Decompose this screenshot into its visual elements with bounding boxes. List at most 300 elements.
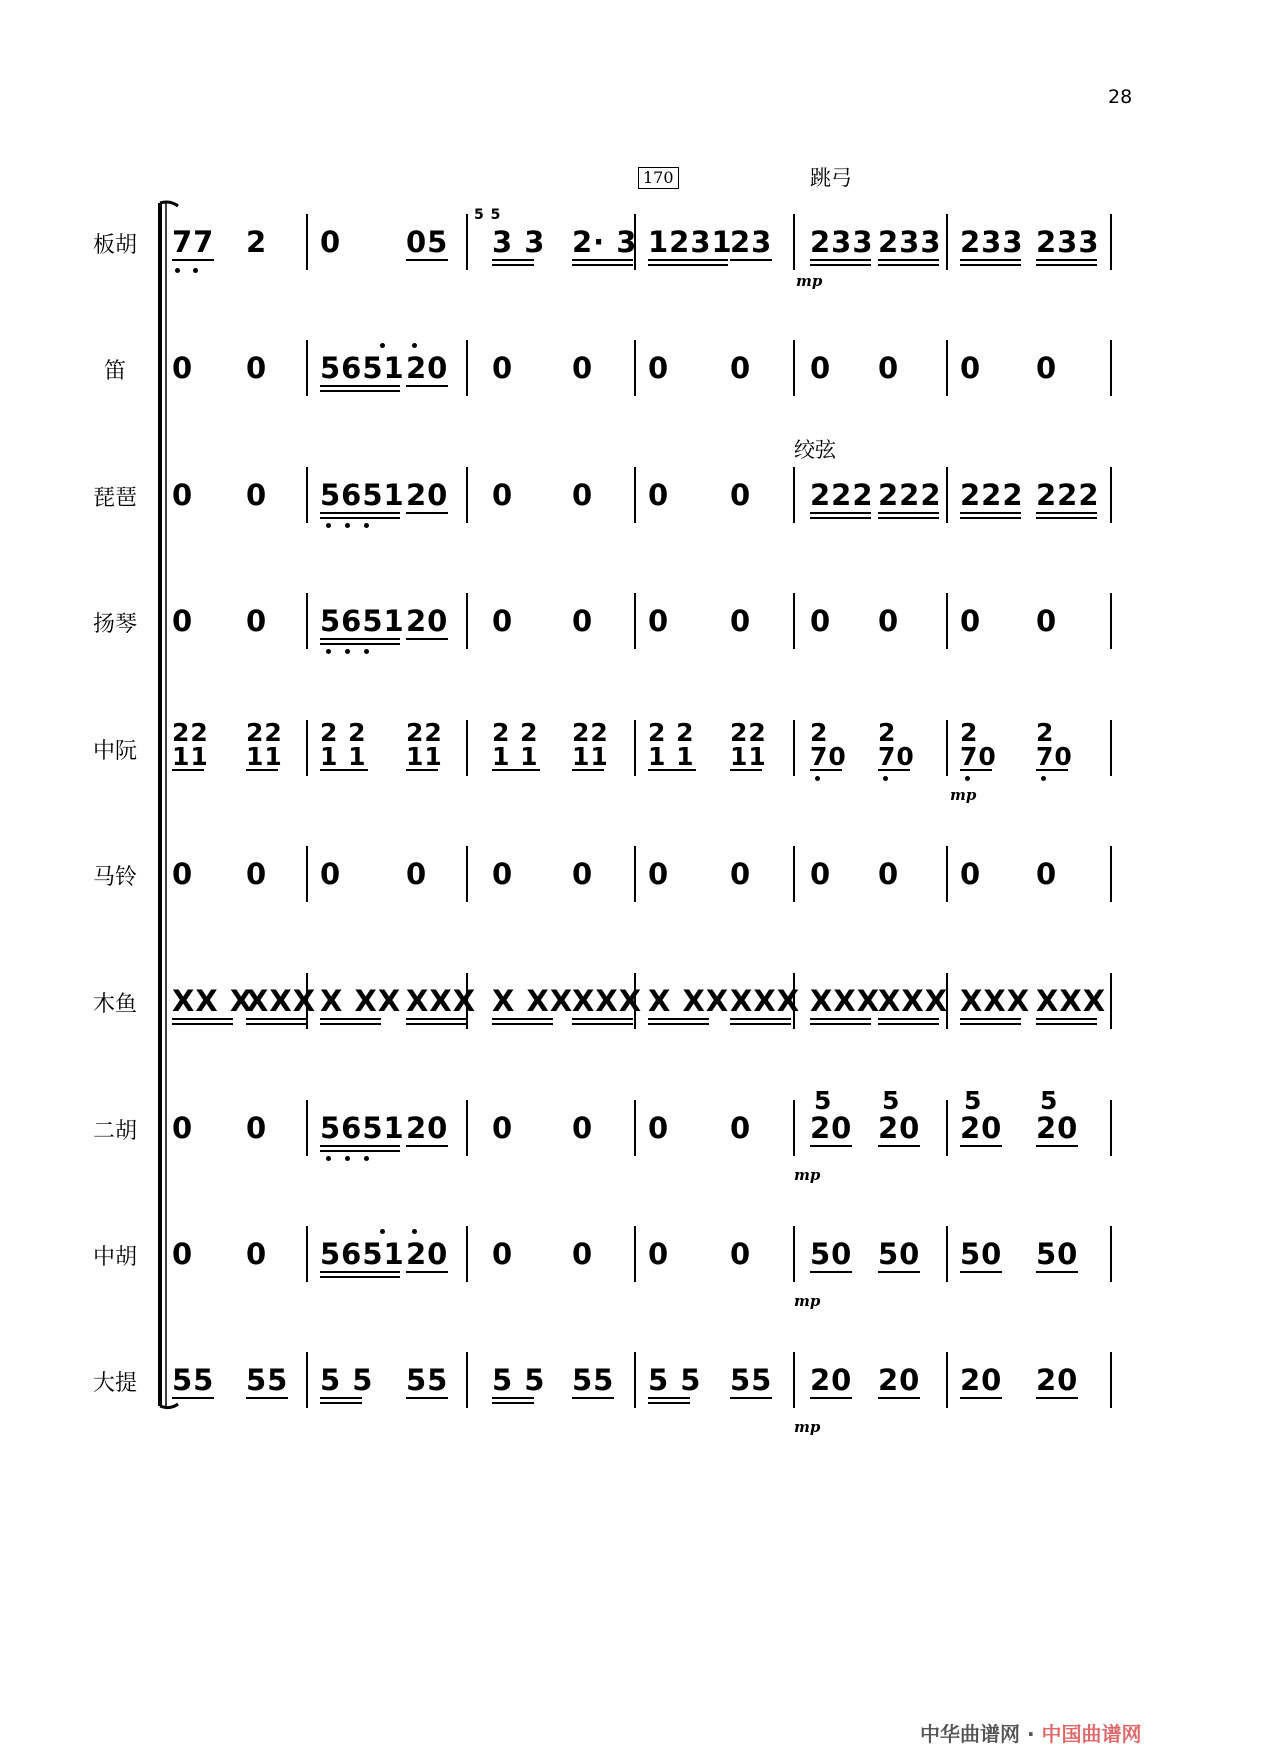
note-upper: 2 bbox=[960, 718, 979, 747]
barline bbox=[1110, 846, 1112, 902]
barline bbox=[946, 593, 948, 649]
note: 0 bbox=[648, 1237, 670, 1271]
instrument-label-0: 板胡 bbox=[92, 233, 137, 258]
rehearsal-mark: 170 bbox=[638, 167, 679, 189]
note: 77 bbox=[172, 225, 215, 259]
underline bbox=[730, 769, 762, 771]
page-number: 28 bbox=[1108, 86, 1133, 108]
note: 0 bbox=[246, 857, 268, 891]
barline bbox=[306, 720, 308, 776]
underline bbox=[1036, 1023, 1097, 1025]
note: 0 bbox=[492, 1111, 514, 1145]
note: 20 bbox=[1036, 1111, 1079, 1145]
note: 0 bbox=[648, 478, 670, 512]
note: 0 bbox=[492, 604, 514, 638]
barline bbox=[306, 593, 308, 649]
note: 222 bbox=[810, 478, 874, 512]
underline bbox=[320, 638, 400, 640]
note-lower: 70 bbox=[810, 742, 847, 771]
barline bbox=[793, 1352, 795, 1408]
barline bbox=[306, 1352, 308, 1408]
instrument-label-5: 马铃 bbox=[92, 865, 137, 890]
note: 2 bbox=[246, 225, 268, 259]
underline bbox=[730, 259, 772, 261]
barline bbox=[946, 846, 948, 902]
barline bbox=[946, 1100, 948, 1156]
note: 0 bbox=[246, 1237, 268, 1271]
barline bbox=[634, 1226, 636, 1282]
note: 222 bbox=[1036, 478, 1100, 512]
underline bbox=[960, 517, 1021, 519]
note-lower: 1 1 bbox=[492, 742, 539, 771]
note: X XX bbox=[648, 984, 730, 1018]
underline bbox=[406, 512, 448, 514]
note-lower: 11 bbox=[572, 742, 609, 771]
underline bbox=[572, 1023, 633, 1025]
underline bbox=[492, 264, 534, 266]
note: 0 bbox=[648, 351, 670, 385]
note: XXX bbox=[1036, 984, 1107, 1018]
underline bbox=[878, 259, 939, 261]
note: 23 bbox=[730, 225, 773, 259]
note: 5651 bbox=[320, 478, 405, 512]
note-upper: 5 bbox=[1040, 1086, 1059, 1115]
underline bbox=[810, 1271, 852, 1273]
note: 5 5 bbox=[648, 1363, 702, 1397]
note: 0 bbox=[1036, 604, 1058, 638]
underline bbox=[572, 769, 604, 771]
underline bbox=[320, 769, 368, 771]
octave-dot bbox=[364, 1156, 369, 1161]
note: 0 bbox=[246, 351, 268, 385]
note: 0 bbox=[406, 857, 428, 891]
underline bbox=[960, 1271, 1002, 1273]
instrument-label-2: 琵琶 bbox=[92, 486, 137, 511]
note: 20 bbox=[406, 1111, 449, 1145]
note: 0 bbox=[172, 1111, 194, 1145]
barline bbox=[634, 593, 636, 649]
barline bbox=[466, 467, 468, 523]
barline bbox=[1110, 1100, 1112, 1156]
note: 50 bbox=[960, 1237, 1003, 1271]
barline bbox=[793, 467, 795, 523]
underline bbox=[320, 1397, 362, 1399]
note-upper: 5 bbox=[814, 1086, 833, 1115]
note: 55 bbox=[572, 1363, 615, 1397]
note: 0 bbox=[246, 1111, 268, 1145]
note: 20 bbox=[878, 1111, 921, 1145]
barline bbox=[1110, 973, 1112, 1029]
underline bbox=[406, 259, 448, 261]
underline bbox=[810, 1397, 852, 1399]
note: 0 bbox=[730, 478, 752, 512]
underline bbox=[320, 643, 400, 645]
note: 55 bbox=[730, 1363, 773, 1397]
octave-dot bbox=[364, 523, 369, 528]
note: XXX bbox=[406, 984, 477, 1018]
note: 0 bbox=[246, 604, 268, 638]
underline bbox=[648, 1397, 690, 1399]
underline bbox=[1036, 1397, 1078, 1399]
note-upper: 2 bbox=[810, 718, 829, 747]
underline bbox=[572, 1397, 614, 1399]
barline bbox=[634, 1100, 636, 1156]
barline bbox=[1110, 467, 1112, 523]
note-upper: 2 bbox=[1036, 718, 1055, 747]
underline bbox=[878, 512, 939, 514]
underline bbox=[172, 769, 204, 771]
octave-dot bbox=[364, 649, 369, 654]
barline bbox=[1110, 720, 1112, 776]
note: X XX bbox=[320, 984, 402, 1018]
note-upper: 2 bbox=[878, 718, 897, 747]
note: 05 bbox=[406, 225, 449, 259]
note: 5651 bbox=[320, 1111, 405, 1145]
instrument-label-1: 笛 bbox=[103, 359, 126, 384]
underline bbox=[320, 385, 400, 387]
barline bbox=[306, 1100, 308, 1156]
dynamic-mp: mp bbox=[794, 1292, 821, 1310]
underline bbox=[878, 1145, 920, 1147]
underline bbox=[810, 769, 842, 771]
note: 0 bbox=[246, 478, 268, 512]
note-lower: 11 bbox=[246, 742, 283, 771]
note: 20 bbox=[960, 1363, 1003, 1397]
octave-dot bbox=[883, 776, 888, 781]
instrument-label-7: 二胡 bbox=[92, 1119, 137, 1144]
note: 0 bbox=[320, 857, 342, 891]
note: 3 3 bbox=[492, 225, 546, 259]
note: 0 bbox=[810, 604, 832, 638]
note: 1231 bbox=[648, 225, 733, 259]
instrument-label-3: 扬琴 bbox=[92, 612, 137, 637]
octave-dot bbox=[326, 523, 331, 528]
underline bbox=[572, 264, 633, 266]
note-lower: 1 1 bbox=[320, 742, 367, 771]
note-lower: 1 1 bbox=[648, 742, 695, 771]
underline bbox=[648, 1023, 709, 1025]
underline bbox=[648, 264, 728, 266]
dynamic-mp: mp bbox=[794, 1418, 821, 1436]
barline bbox=[306, 214, 308, 270]
barline bbox=[306, 846, 308, 902]
instrument-label-6: 木鱼 bbox=[92, 992, 137, 1017]
watermark bbox=[920, 1718, 1142, 1747]
underline bbox=[172, 259, 214, 261]
note: 0 bbox=[172, 857, 194, 891]
underline bbox=[320, 1145, 400, 1147]
note: XXX bbox=[730, 984, 801, 1018]
octave-dot bbox=[193, 268, 198, 273]
note: 0 bbox=[572, 857, 594, 891]
note: 50 bbox=[810, 1237, 853, 1271]
note: 0 bbox=[648, 604, 670, 638]
note-lower: 11 bbox=[730, 742, 767, 771]
note: 0 bbox=[730, 1237, 752, 1271]
technique-tiaogong: 跳弓 bbox=[810, 166, 852, 190]
note: 20 bbox=[810, 1363, 853, 1397]
note: 0 bbox=[172, 604, 194, 638]
underline bbox=[406, 638, 448, 640]
note: 20 bbox=[960, 1111, 1003, 1145]
barline bbox=[466, 1226, 468, 1282]
note: 222 bbox=[878, 478, 942, 512]
note: XXX bbox=[878, 984, 949, 1018]
note: 0 bbox=[648, 1111, 670, 1145]
note-upper: 2 2 bbox=[492, 718, 539, 747]
underline bbox=[878, 517, 939, 519]
underline bbox=[960, 769, 992, 771]
underline bbox=[1036, 1018, 1097, 1020]
note-upper: 5 bbox=[882, 1086, 901, 1115]
barline bbox=[466, 340, 468, 396]
note-upper: 22 bbox=[406, 718, 443, 747]
note: 0 bbox=[572, 351, 594, 385]
note: 20 bbox=[878, 1363, 921, 1397]
note: 5 5 bbox=[320, 1363, 374, 1397]
note: 50 bbox=[878, 1237, 921, 1271]
note: XXX bbox=[810, 984, 881, 1018]
note: 0 bbox=[172, 351, 194, 385]
note-upper: 22 bbox=[730, 718, 767, 747]
underline bbox=[810, 264, 871, 266]
barline bbox=[634, 467, 636, 523]
note: 0 bbox=[492, 857, 514, 891]
barline bbox=[793, 846, 795, 902]
underline bbox=[960, 1397, 1002, 1399]
underline bbox=[320, 1150, 400, 1152]
octave-dot bbox=[326, 649, 331, 654]
octave-dot bbox=[380, 1229, 385, 1234]
note: 55 bbox=[406, 1363, 449, 1397]
underline bbox=[320, 512, 400, 514]
instrument-label-4: 中阮 bbox=[92, 739, 137, 764]
note: 0 bbox=[730, 604, 752, 638]
underline bbox=[810, 517, 871, 519]
octave-dot bbox=[412, 343, 417, 348]
underline bbox=[492, 1402, 534, 1404]
note: 0 bbox=[730, 857, 752, 891]
note: 0 bbox=[572, 1111, 594, 1145]
underline bbox=[1036, 1145, 1078, 1147]
note: 233 bbox=[960, 225, 1024, 259]
barline bbox=[1110, 1226, 1112, 1282]
octave-dot bbox=[1041, 776, 1046, 781]
note-lower: 70 bbox=[960, 742, 997, 771]
barline bbox=[946, 340, 948, 396]
note: 0 bbox=[648, 857, 670, 891]
note: XXX bbox=[960, 984, 1031, 1018]
underline bbox=[1036, 259, 1097, 261]
underline bbox=[172, 1023, 233, 1025]
barline bbox=[793, 214, 795, 270]
underline bbox=[320, 1018, 381, 1020]
barline bbox=[466, 846, 468, 902]
underline bbox=[406, 1397, 448, 1399]
dynamic-mp: mp bbox=[950, 786, 977, 804]
note: 0 bbox=[172, 1237, 194, 1271]
note: 55 bbox=[172, 1363, 215, 1397]
note-lower: 70 bbox=[878, 742, 915, 771]
barline bbox=[946, 1352, 948, 1408]
barline bbox=[793, 340, 795, 396]
instrument-label-9: 大提 bbox=[92, 1371, 137, 1396]
note: 0 bbox=[810, 351, 832, 385]
underline bbox=[878, 1271, 920, 1273]
underline bbox=[1036, 1271, 1078, 1273]
note: 0 bbox=[960, 604, 982, 638]
barline bbox=[466, 1352, 468, 1408]
underline bbox=[320, 517, 400, 519]
note-lower: 11 bbox=[406, 742, 443, 771]
underline bbox=[1036, 769, 1068, 771]
barline bbox=[634, 1352, 636, 1408]
note: 50 bbox=[1036, 1237, 1079, 1271]
barline bbox=[306, 1226, 308, 1282]
barline bbox=[634, 846, 636, 902]
note: 233 bbox=[810, 225, 874, 259]
barline bbox=[634, 340, 636, 396]
barline bbox=[946, 1226, 948, 1282]
underline bbox=[648, 1018, 709, 1020]
note: 5651 bbox=[320, 1237, 405, 1271]
barline bbox=[946, 467, 948, 523]
barline bbox=[306, 467, 308, 523]
underline bbox=[810, 512, 871, 514]
note-upper: 22 bbox=[246, 718, 283, 747]
underline bbox=[572, 1018, 633, 1020]
barline bbox=[793, 720, 795, 776]
underline bbox=[406, 769, 438, 771]
note: 20 bbox=[406, 604, 449, 638]
underline bbox=[246, 1023, 307, 1025]
barline bbox=[466, 720, 468, 776]
octave-dot bbox=[815, 776, 820, 781]
underline bbox=[878, 769, 910, 771]
underline bbox=[730, 1018, 791, 1020]
underline bbox=[406, 1023, 467, 1025]
underline bbox=[492, 1397, 534, 1399]
octave-dot bbox=[380, 343, 385, 348]
underline bbox=[960, 512, 1021, 514]
octave-dot bbox=[965, 776, 970, 781]
barline bbox=[793, 1100, 795, 1156]
underline bbox=[492, 1023, 553, 1025]
underline bbox=[960, 259, 1021, 261]
note: 0 bbox=[572, 1237, 594, 1271]
note: 0 bbox=[960, 351, 982, 385]
underline bbox=[810, 259, 871, 261]
note-upper: 22 bbox=[572, 718, 609, 747]
barline bbox=[634, 720, 636, 776]
barline bbox=[793, 593, 795, 649]
note: 20 bbox=[406, 1237, 449, 1271]
underline bbox=[878, 1018, 939, 1020]
note: 0 bbox=[172, 478, 194, 512]
barline bbox=[946, 214, 948, 270]
underline bbox=[406, 1018, 467, 1020]
dynamic-mp: mp bbox=[794, 1166, 821, 1184]
underline bbox=[810, 1145, 852, 1147]
underline bbox=[878, 264, 939, 266]
note: 0 bbox=[320, 225, 342, 259]
underline bbox=[320, 1271, 400, 1273]
note: 5 5 bbox=[492, 1363, 546, 1397]
underline bbox=[320, 1023, 381, 1025]
instrument-label-8: 中胡 bbox=[92, 1245, 137, 1270]
underline bbox=[246, 1397, 288, 1399]
underline bbox=[1036, 264, 1097, 266]
underline bbox=[878, 1023, 939, 1025]
note: XXX bbox=[572, 984, 643, 1018]
note-lower: 70 bbox=[1036, 742, 1073, 771]
underline bbox=[246, 769, 278, 771]
note: 0 bbox=[572, 604, 594, 638]
underline bbox=[172, 1397, 214, 1399]
octave-dot bbox=[345, 1156, 350, 1161]
watermark-text: 中华曲谱网 · bbox=[920, 1722, 1035, 1746]
note: 5651 bbox=[320, 351, 405, 385]
barline bbox=[466, 1100, 468, 1156]
underline bbox=[492, 259, 534, 261]
note-upper: 2 2 bbox=[648, 718, 695, 747]
underline bbox=[492, 769, 540, 771]
underline bbox=[730, 1023, 791, 1025]
note: 20 bbox=[406, 351, 449, 385]
note: 0 bbox=[492, 478, 514, 512]
underline bbox=[648, 1402, 690, 1404]
note: 222 bbox=[960, 478, 1024, 512]
note: 233 bbox=[878, 225, 942, 259]
note: 20 bbox=[1036, 1363, 1079, 1397]
underline bbox=[1036, 512, 1097, 514]
note: 20 bbox=[406, 478, 449, 512]
note: XXX bbox=[246, 984, 317, 1018]
underline bbox=[730, 1397, 772, 1399]
watermark-brand: 中国曲谱网 bbox=[1041, 1722, 1142, 1746]
note-upper: 2 2 bbox=[320, 718, 367, 747]
note: 0 bbox=[572, 478, 594, 512]
note: 0 bbox=[492, 351, 514, 385]
note: 0 bbox=[878, 351, 900, 385]
underline bbox=[960, 1018, 1021, 1020]
underline bbox=[572, 259, 633, 261]
grace-notes: 5 5 bbox=[474, 207, 502, 223]
technique-jiaoxian: 绞弦 bbox=[794, 438, 836, 462]
note: 0 bbox=[1036, 351, 1058, 385]
underline bbox=[810, 1018, 871, 1020]
underline bbox=[878, 1397, 920, 1399]
underline bbox=[648, 769, 696, 771]
underline bbox=[492, 1018, 553, 1020]
underline bbox=[960, 1145, 1002, 1147]
underline bbox=[320, 1402, 362, 1404]
underline bbox=[960, 1023, 1021, 1025]
barline bbox=[1110, 593, 1112, 649]
octave-dot bbox=[345, 649, 350, 654]
barline bbox=[946, 720, 948, 776]
note: 0 bbox=[810, 857, 832, 891]
note: 2· 3 bbox=[572, 225, 638, 259]
underline bbox=[1036, 517, 1097, 519]
underline bbox=[320, 390, 400, 392]
octave-dot bbox=[345, 523, 350, 528]
note: 20 bbox=[810, 1111, 853, 1145]
underline bbox=[406, 1271, 448, 1273]
note: 0 bbox=[878, 857, 900, 891]
note: 0 bbox=[730, 351, 752, 385]
barline bbox=[1110, 340, 1112, 396]
